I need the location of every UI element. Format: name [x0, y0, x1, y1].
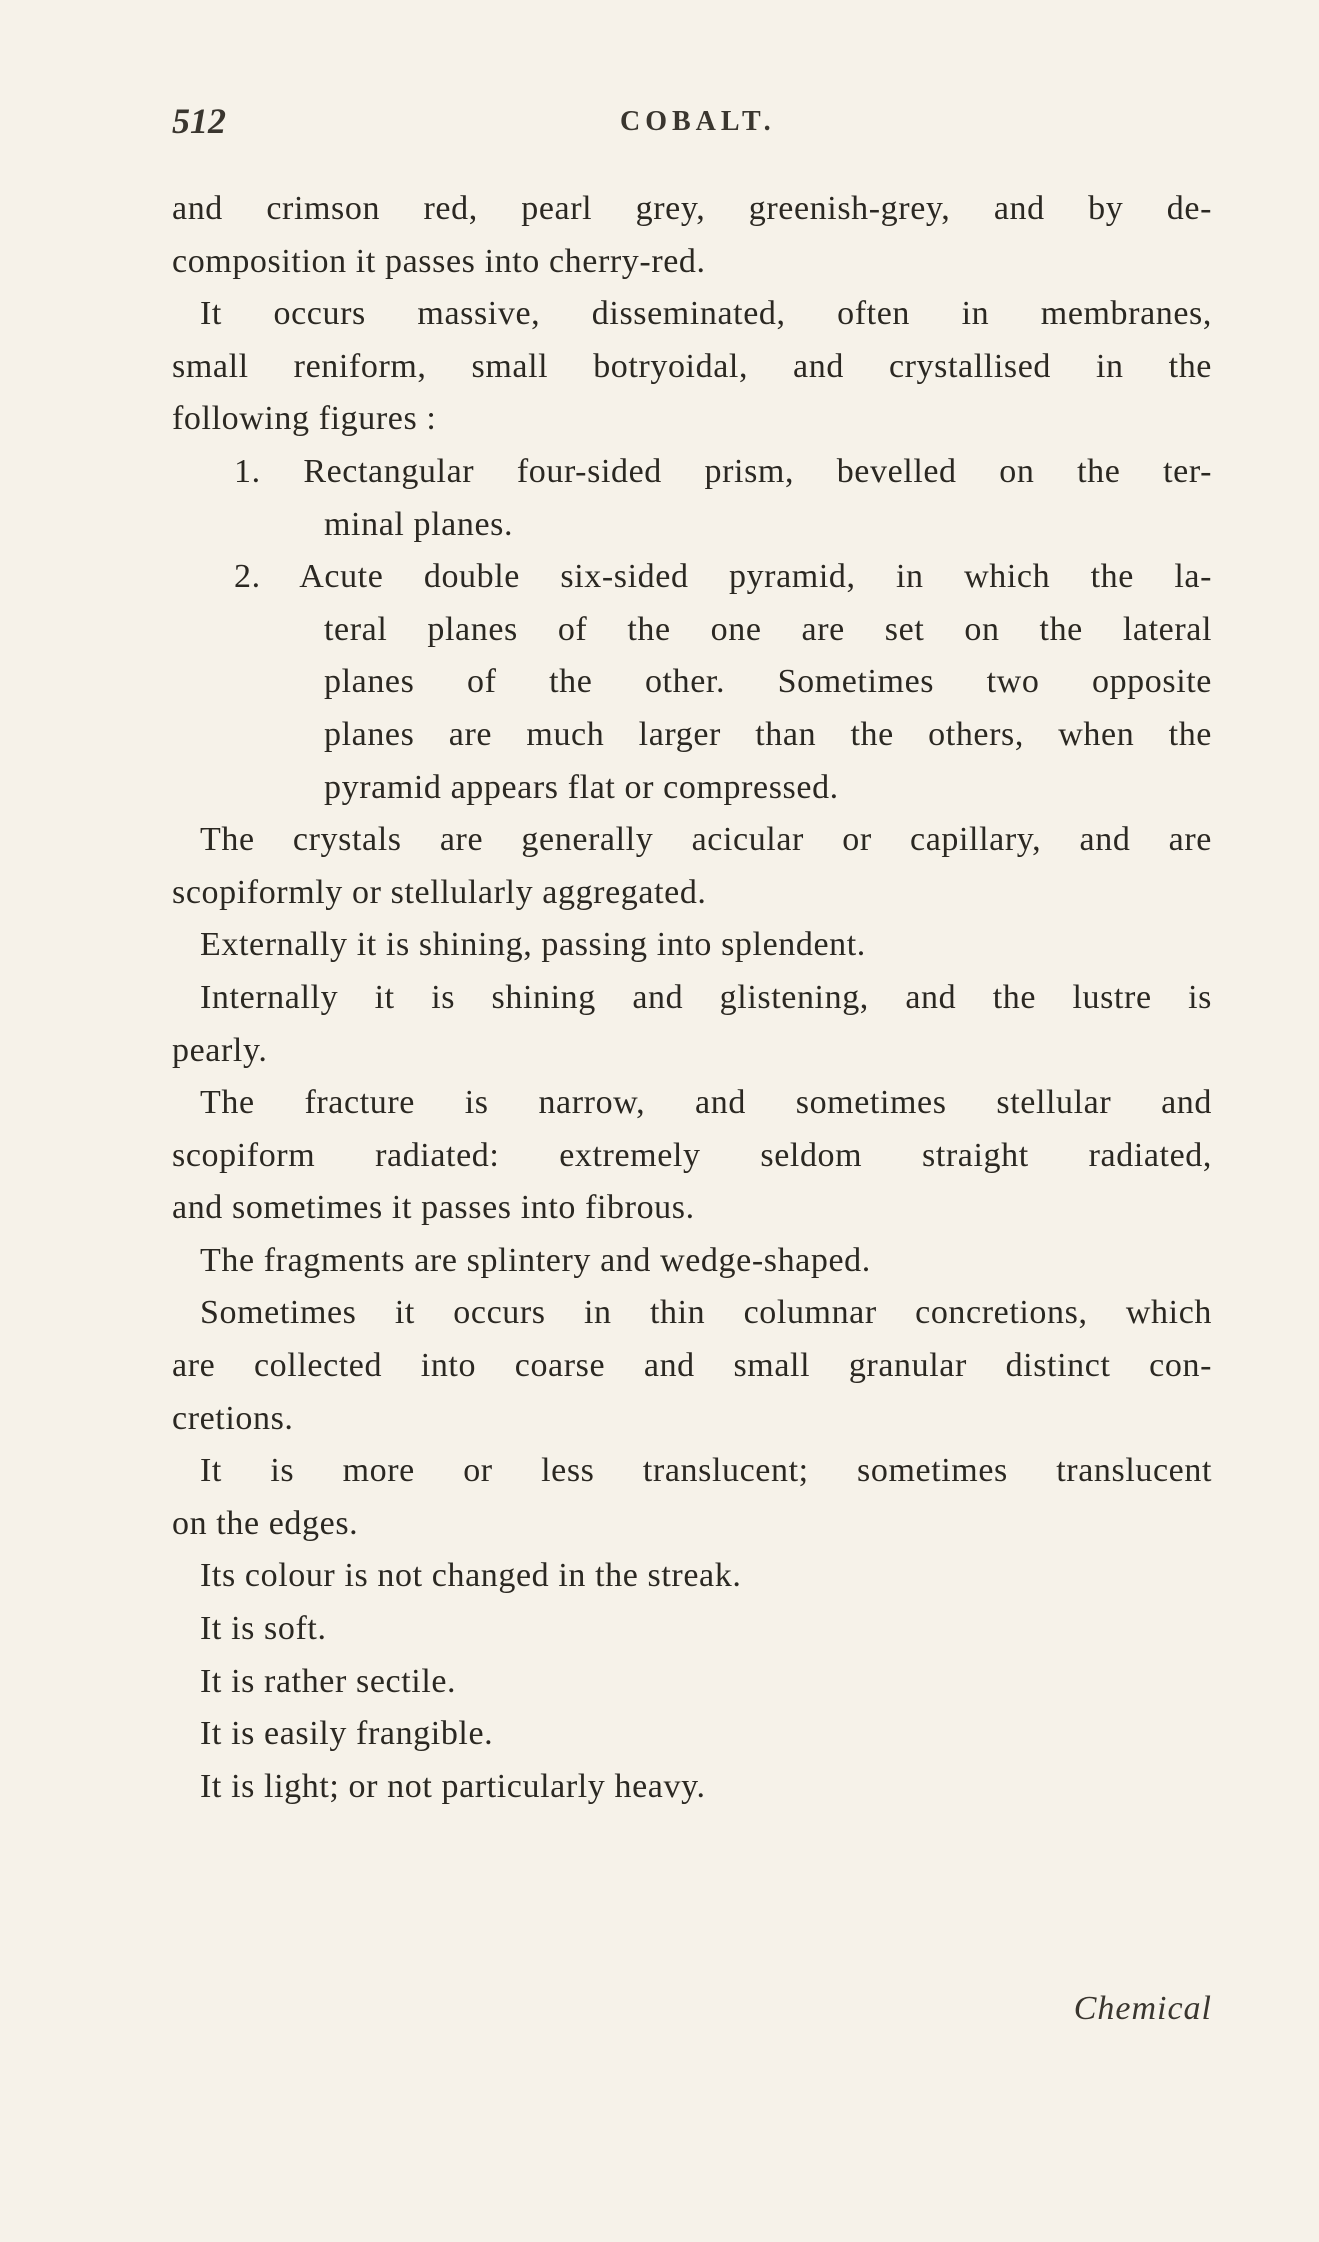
list-item-line: planes are much larger than the others, when the — [324, 715, 1212, 753]
text-line: The fracture is narrow, and sometimes stellular and — [200, 1084, 1212, 1122]
text-line: It is more or less translucent; sometimes translucent — [200, 1452, 1212, 1490]
text-line: It is easily frangible. — [200, 1715, 494, 1753]
text-line: Internally it is shining and glistening, and the lustre is — [200, 978, 1212, 1016]
text-line: Sometimes it occurs in thin columnar concretions, which — [200, 1294, 1212, 1332]
body-text — [172, 183, 1212, 1813]
text-line: scopiformly or stellularly aggregated. — [172, 873, 707, 911]
list-item-line: pyramid appears flat or compressed. — [324, 768, 839, 806]
list-item-line: planes of the other. Sometimes two opposite — [324, 663, 1212, 701]
page-number: 512 — [172, 101, 226, 141]
text-line: are collected into coarse and small granular distinct con- — [172, 1347, 1212, 1385]
text-line: The fragments are splintery and wedge-shaped. — [200, 1241, 871, 1279]
running-head — [172, 100, 1212, 160]
text-line: It is rather sectile. — [200, 1662, 457, 1700]
header-title: COBALT. — [620, 106, 776, 137]
text-line: The crystals are generally acicular or capillary, and are — [200, 821, 1212, 859]
text-line: small reniform, small botryoidal, and crystallised in the — [172, 347, 1212, 385]
text-line: It is soft. — [200, 1610, 327, 1648]
text-line: It is light; or not particularly heavy. — [200, 1767, 706, 1805]
text-line: cretions. — [172, 1399, 294, 1437]
text-line: It occurs massive, disseminated, often in membranes, — [200, 295, 1212, 333]
text-line: Its colour is not changed in the streak. — [200, 1557, 742, 1595]
text-line: composition it passes into cherry-red. — [172, 242, 706, 280]
list-item-line: minal planes. — [324, 505, 514, 543]
text-line: and sometimes it passes into fibrous. — [172, 1189, 695, 1227]
text-line: and crimson red, pearl grey, greenish-grey, and by de- — [172, 190, 1212, 227]
list-item-line: 1. Rectangular four-sided prism, bevelled on the ter- — [234, 452, 1212, 490]
text-line: following figures : — [172, 400, 437, 438]
text-line: scopiform radiated: extremely seldom straight radiated, — [172, 1136, 1212, 1174]
text-line: Externally it is shining, passing into splendent. — [200, 926, 866, 964]
text-line: on the edges. — [172, 1504, 359, 1542]
catchword: Chemical — [1073, 1990, 1212, 2027]
text-line: pearly. — [172, 1031, 268, 1069]
list-item-line: 2. Acute double six-sided pyramid, in which the la- — [234, 558, 1212, 596]
list-item-line: teral planes of the one are set on the lateral — [324, 610, 1212, 648]
